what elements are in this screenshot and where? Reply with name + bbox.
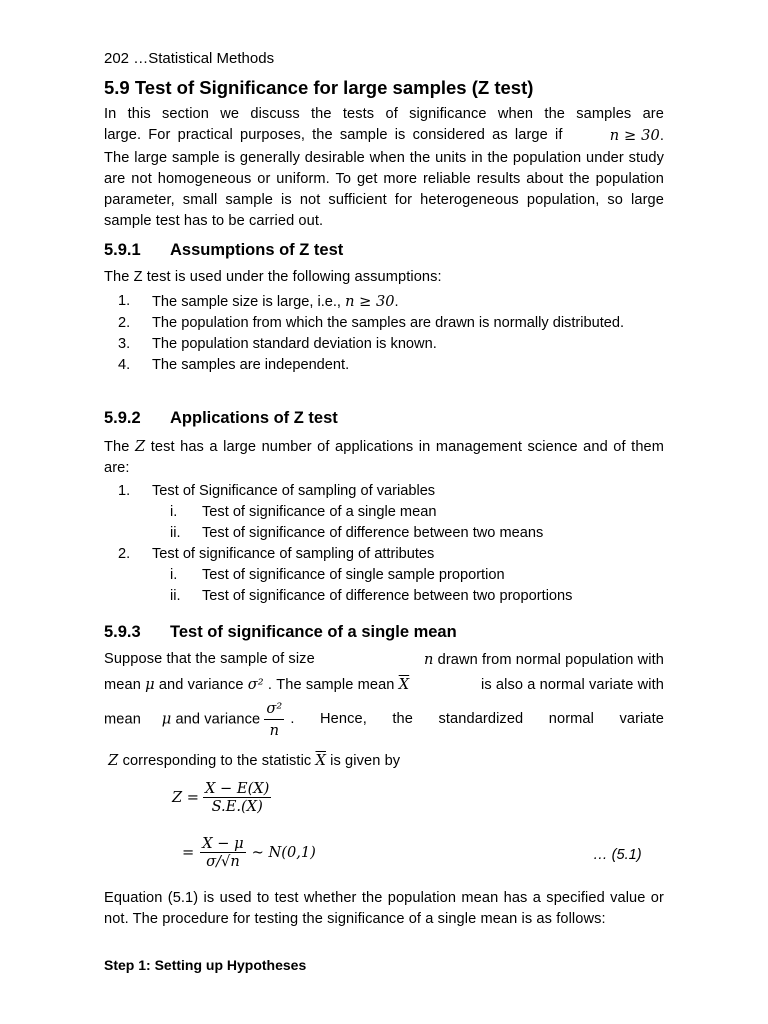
z-math: Z xyxy=(108,752,119,769)
intro-line-2 xyxy=(104,125,664,147)
assumptions-list xyxy=(104,291,664,376)
list-marker: 1. xyxy=(118,293,131,309)
fraction-numerator: σ² xyxy=(264,698,284,720)
period: . xyxy=(394,294,399,310)
list-item-text xyxy=(152,291,664,313)
after-paragraph xyxy=(104,888,664,931)
equation-line-2 xyxy=(182,835,316,870)
list-item xyxy=(104,334,664,355)
list-item xyxy=(104,586,664,607)
list-item xyxy=(104,313,664,334)
applications-list xyxy=(104,481,664,607)
n-geq-30-math: n ≥ 30 xyxy=(345,293,395,310)
list-item-text: Test of significance of sampling of attributes xyxy=(152,546,435,562)
list-item-text: The population standard deviation is known. xyxy=(152,336,437,352)
intro-rest: The large sample is generally desirable when the units in the population under study are not homogeneous or uniform. To get more reliable results about the population parameter, small sample is not sufficient for heterogeneous population, so large sample test has to be carried out. xyxy=(104,149,664,230)
x-bar-math: $\overline{X}$ xyxy=(398,676,410,693)
fraction-denominator: σ/√n xyxy=(206,853,240,870)
intro-paragraph xyxy=(104,104,664,233)
sigma-squared-math: σ² xyxy=(247,676,264,693)
standardization-fraction xyxy=(203,780,271,815)
equation-lhs: Z = xyxy=(172,789,200,806)
applications-heading xyxy=(104,409,338,428)
single-mean-line-3 xyxy=(104,698,664,742)
fraction-denominator: n xyxy=(269,722,280,740)
line-text: mean xyxy=(104,677,141,693)
list-item xyxy=(104,481,664,502)
intro-text: The xyxy=(104,439,130,455)
line-text: . The sample mean xyxy=(267,677,395,693)
x-bar-math: $\overline{X}$ xyxy=(315,752,326,769)
mu-math: μ xyxy=(161,710,172,728)
variance-fraction xyxy=(264,698,284,742)
single-mean-line-1 xyxy=(104,649,664,671)
list-item xyxy=(104,502,664,523)
list-item xyxy=(104,565,664,586)
list-item-text: Test of Significance of sampling of variables xyxy=(152,483,436,499)
applications-number: 5.9.2 xyxy=(104,409,141,427)
list-item xyxy=(104,291,664,313)
list-marker: i. xyxy=(170,567,178,583)
assumptions-heading xyxy=(104,241,343,260)
line-text: corresponding to the statistic xyxy=(122,753,312,769)
list-marker: 2. xyxy=(118,546,131,562)
fraction-numerator: X − μ xyxy=(202,835,244,852)
assumptions-intro: The Z test is used under the following assumptions: xyxy=(104,269,442,285)
list-marker: 2. xyxy=(118,315,131,331)
n-geq-30-math: n ≥ 30 xyxy=(609,127,660,145)
n-math: n xyxy=(423,651,434,668)
list-item xyxy=(104,544,664,565)
line-text: and variance xyxy=(175,711,261,728)
line-text: is also a normal variate with xyxy=(481,677,664,693)
list-item-text: Test of significance of single sample proportion xyxy=(202,567,505,583)
single-mean-number: 5.9.3 xyxy=(104,623,141,641)
intro-line-1: In this section we discuss the tests of significance when the samples are xyxy=(104,106,664,122)
line-text: and variance xyxy=(158,677,244,693)
list-marker: ii. xyxy=(170,588,181,604)
assumptions-title: Assumptions of Z test xyxy=(170,241,344,259)
intro-text: test has a large number of applications in management science and of them are: xyxy=(104,439,665,477)
period: . xyxy=(659,128,664,145)
after-text: Equation (5.1) is used to test whether the population mean has a specified value or not. The procedure for testing the significance of a single mean is as follows: xyxy=(104,890,664,928)
z-math: Z xyxy=(134,438,146,455)
equals-sign: = xyxy=(182,844,195,861)
assumptions-number: 5.9.1 xyxy=(104,241,141,259)
list-marker: 3. xyxy=(118,336,131,352)
list-marker: i. xyxy=(170,504,178,520)
list-item-text: Test of significance of difference between two means xyxy=(202,525,544,541)
applications-title: Applications of Z test xyxy=(170,409,338,427)
mu-math: μ xyxy=(145,676,155,693)
list-item-text: Test of significance of difference between two proportions xyxy=(202,588,573,604)
section-title: 5.9 Test of Significance for large samples (Z test) xyxy=(104,77,534,98)
fraction-numerator: X − E(X) xyxy=(205,780,270,797)
list-marker: 1. xyxy=(118,483,131,499)
intro-line-2-text: large. For practical purposes, the sample is considered as large if xyxy=(104,127,563,144)
single-mean-heading xyxy=(104,623,457,642)
list-item-text: The population from which the samples are drawn is normally distributed. xyxy=(152,315,625,331)
list-item-text: The samples are independent. xyxy=(152,357,350,373)
line-text: mean xyxy=(104,711,141,728)
z-fraction xyxy=(200,835,245,870)
list-item xyxy=(104,355,664,376)
list-marker: 4. xyxy=(118,357,131,373)
list-marker: ii. xyxy=(170,525,181,541)
equation-number: … (5.1) xyxy=(593,847,642,863)
line-text: drawn from normal population with xyxy=(437,652,664,668)
line-text: . Hence, the standardized normal variate xyxy=(290,711,664,728)
list-item-text: Test of significance of a single mean xyxy=(202,504,437,520)
single-mean-line-2 xyxy=(104,674,664,696)
item-text: The sample size is large, i.e., xyxy=(152,294,341,310)
running-header: 202 …Statistical Methods xyxy=(104,50,275,67)
step-1-heading: Step 1: Setting up Hypotheses xyxy=(104,957,307,973)
applications-intro xyxy=(104,436,664,480)
single-mean-title: Test of significance of a single mean xyxy=(170,623,457,641)
equation-line-1 xyxy=(172,780,271,815)
fraction-denominator: S.E.(X) xyxy=(211,798,263,815)
single-mean-line-4 xyxy=(104,750,664,772)
line-text: is given by xyxy=(330,753,401,769)
list-item xyxy=(104,523,664,544)
line-text: Suppose that the sample of size xyxy=(104,651,315,667)
normal-distribution: ~ N(0,1) xyxy=(251,844,316,861)
